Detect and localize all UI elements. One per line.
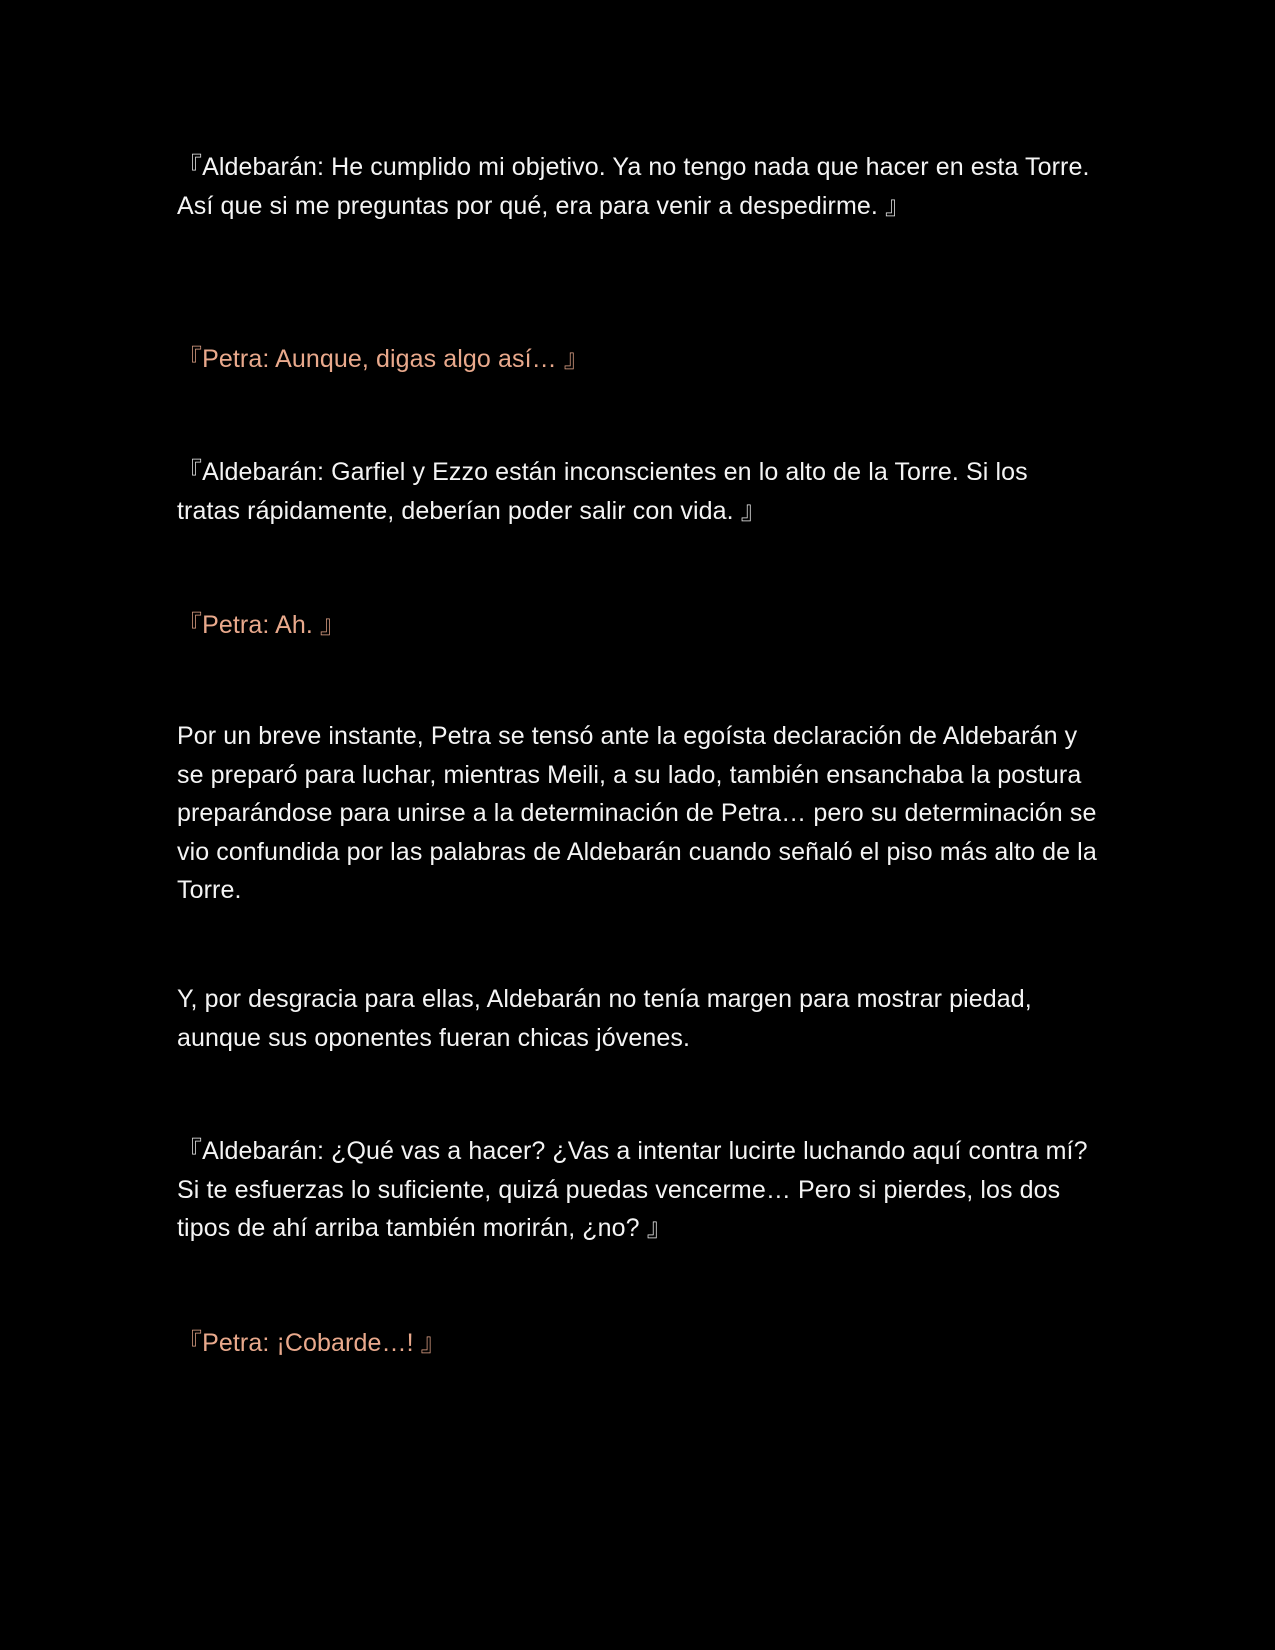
dialogue-petra-2: 『Petra: Ah. 』 (177, 611, 346, 639)
dialogue-petra-3: 『Petra: ¡Cobarde…! 』 (177, 1329, 446, 1357)
dialogue-aldebaran-3: 『Aldebarán: ¿Qué vas a hacer? ¿Vas a intentar lucirte luchando aquí contra mí? Si te esfuerzas lo suficiente, quizá puedas vencerme… Pero si pierdes, los dos tipos de ahí arriba también morirán, ¿no? 』 (177, 1137, 1088, 1242)
dialogue-petra-1: 『Petra: Aunque, digas algo así… 』 (177, 345, 589, 373)
dialogue-aldebaran-2: 『Aldebarán: Garfiel y Ezzo están inconscientes en lo alto de la Torre. Si los tratas rápidamente, deberían poder salir con vida. 』 (177, 458, 1028, 525)
narration-paragraph-2: Y, por desgracia para ellas, Aldebarán no tenía margen para mostrar piedad, aunque sus oponentes fueran chicas jóvenes. (177, 985, 1032, 1052)
dialogue-aldebaran-1: 『Aldebarán: He cumplido mi objetivo. Ya no tengo nada que hacer en esta Torre. Así que si me preguntas por qué, era para venir a despedirme. 』 (177, 153, 1090, 220)
narration-paragraph-1: Por un breve instante, Petra se tensó ante la egoísta declaración de Aldebarán y se preparó para luchar, mientras Meili, a su lado, también ensanchaba la postura preparándose para unirse a la determinación de Petra… pero su determinación se vio confundida por las palabras de Aldebarán cuando señaló el piso más alto de la Torre. (177, 722, 1097, 904)
